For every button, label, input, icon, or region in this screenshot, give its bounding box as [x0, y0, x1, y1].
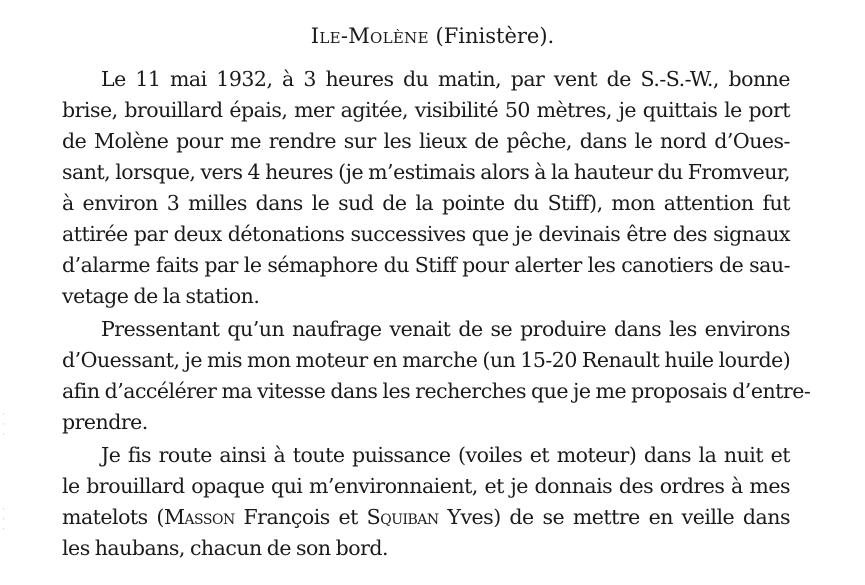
text-fragment: Yves) de se mettre en veille dans: [438, 505, 790, 529]
text-line: Le 11 mai 1932, à 3 heures du matin, par vent de S.-S.-W., bonne: [101, 67, 790, 91]
text-line: attirée par deux détonations successives que je devinais être des signaux: [62, 222, 790, 246]
text-fragment: matelots (: [62, 505, 164, 529]
text-line: vetage de la station.: [62, 284, 260, 308]
scan-margin-mark: · · ·: [2, 410, 5, 440]
scan-margin-mark: · · ·: [2, 505, 5, 535]
heading-place: Ile-Molène: [310, 24, 429, 48]
section-heading: [0, 22, 865, 50]
text-line: prendre.: [62, 410, 148, 434]
text-line: les haubans, chacun de son bord.: [62, 536, 389, 560]
text-line: Pressentant qu’un naufrage venait de se produire dans les environs: [101, 317, 790, 341]
person-name-squiban: Squiban: [366, 505, 439, 529]
text-line: sant, lorsque, vers 4 heures (je m’estimais alors à la hauteur du Fromveur,: [62, 160, 790, 184]
text-line: d’alarme faits par le sémaphore du Stiff pour alerter les canotiers de sau-: [62, 253, 790, 277]
text-line: brise, brouillard épais, mer agitée, visibilité 50 mètres, je quittais le port: [62, 98, 790, 122]
heading-region: (Finistère).: [435, 24, 555, 48]
text-fragment: François et: [234, 505, 367, 529]
text-line: le brouillard opaque qui m’environnaient, et je donnais des ordres à mes: [62, 474, 790, 498]
text-line: d’Ouessant, je mis mon moteur en marche (un 15-20 Renault huile lourde): [62, 348, 791, 372]
text-line: Je fis route ainsi à toute puissance (voiles et moteur) dans la nuit et: [101, 443, 790, 467]
text-line: afin d’accélérer ma vitesse dans les recherches que je me proposais d’entre-: [62, 379, 811, 403]
text-line: à environ 3 milles dans le sud de la pointe du Stiff), mon attention fut: [62, 191, 790, 215]
person-name-masson: Masson: [163, 505, 235, 529]
text-line: de Molène pour me rendre sur les lieux de pêche, dans le nord d’Oues-: [62, 129, 790, 153]
text-line-with-names: [62, 502, 790, 532]
